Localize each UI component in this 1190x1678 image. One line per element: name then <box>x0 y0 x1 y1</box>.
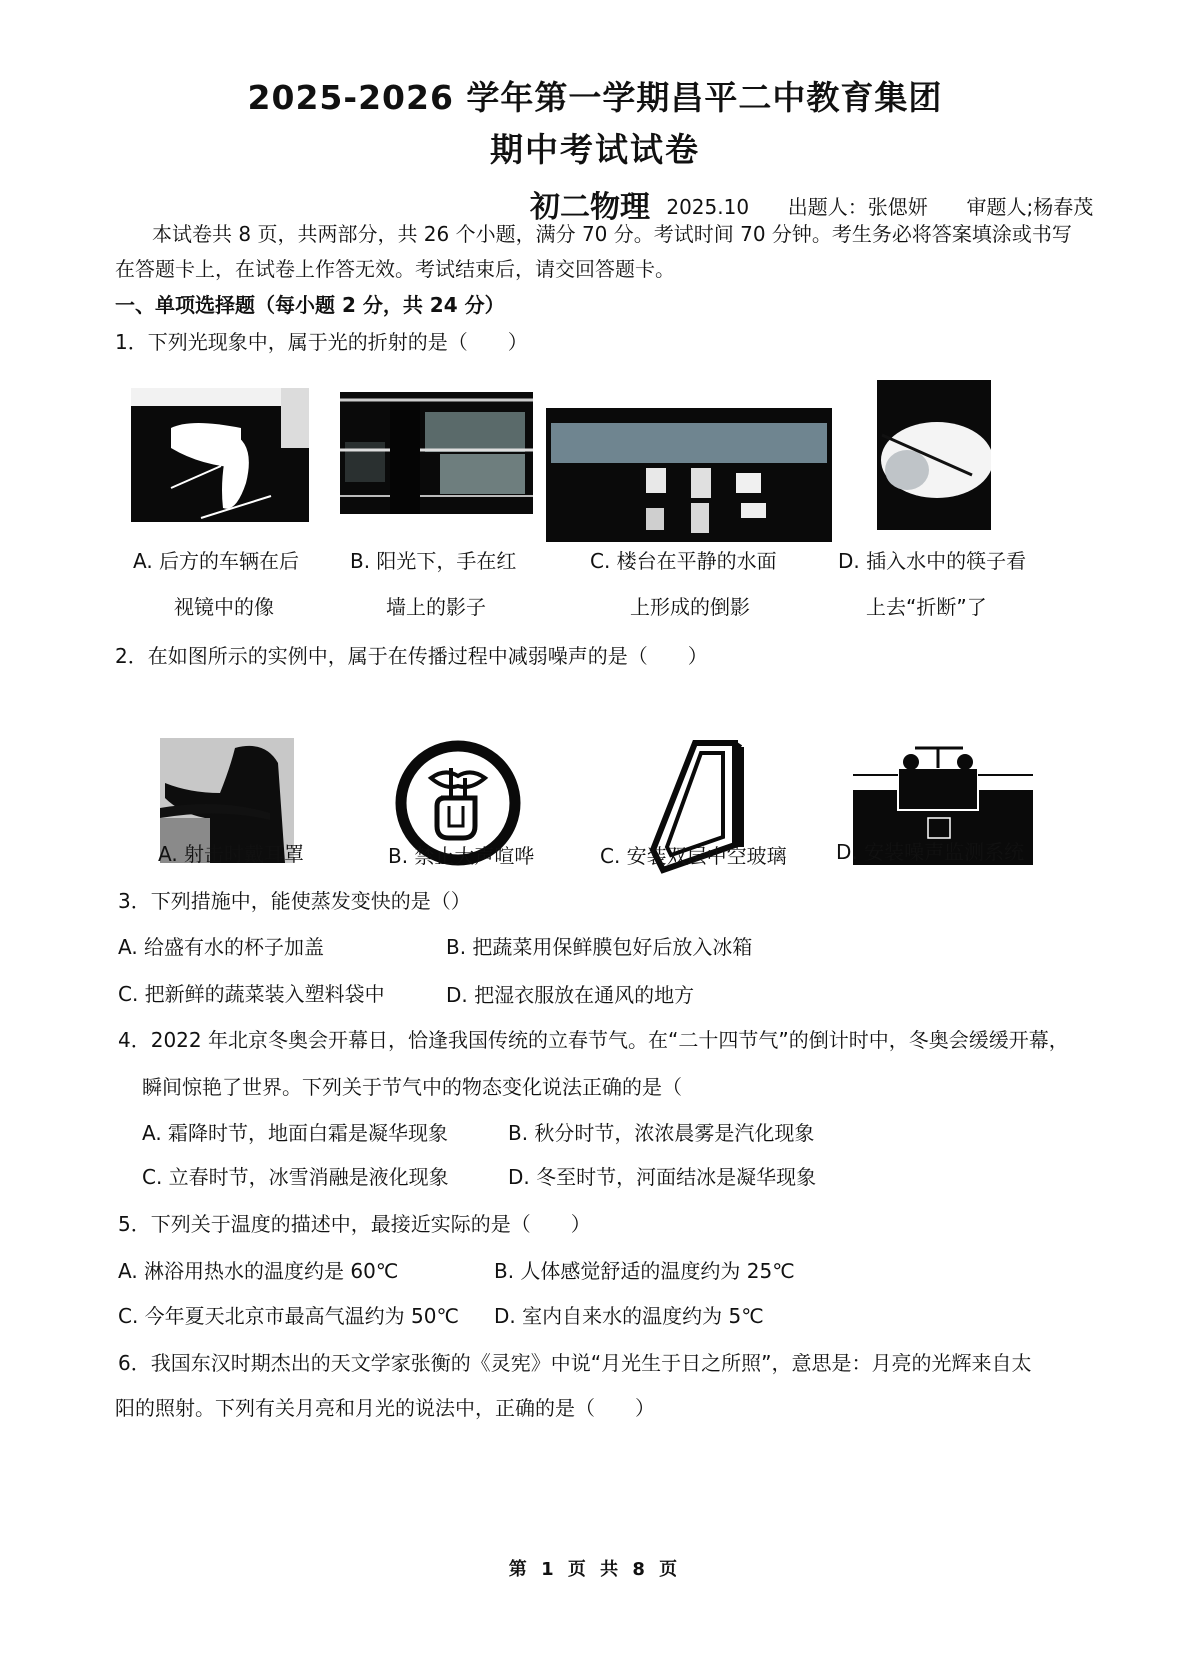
chopstick-in-water-photo <box>877 380 991 530</box>
q1-option-d-line2: 上去“折断”了 <box>866 595 987 619</box>
q3-option-b: B. 把蔬菜用保鲜膜包好后放入冰箱 <box>446 935 753 959</box>
q2-option-d: D. 安装噪声监测系统 <box>836 840 1025 864</box>
q5-option-d: D. 室内自来水的温度约为 5℃ <box>494 1304 764 1328</box>
question-2-stem: 2．在如图所示的实例中，属于在传播过程中减弱噪声的是（ ） <box>115 644 708 668</box>
reviewer-label: 审题人;杨春茂 <box>966 195 1094 219</box>
question-6-stem-line2: 阳的照射。下列有关月亮和月光的说法中，正确的是（ ） <box>115 1396 655 1420</box>
q2-option-b: B. 禁止大声喧哗 <box>388 844 535 868</box>
page-number: 第 1 页 共 8 页 <box>508 1559 682 1580</box>
q1-option-c-line2: 上形成的倒影 <box>630 595 750 619</box>
q5-option-b: B. 人体感觉舒适的温度约为 25℃ <box>494 1259 795 1283</box>
q2-option-a: A. 射击时戴耳罩 <box>158 842 305 866</box>
q5-option-c: C. 今年夏天北京市最高气温约为 50℃ <box>118 1304 459 1328</box>
q2-option-c: C. 安装双层中空玻璃 <box>600 844 787 868</box>
q1-option-a-line1: A. 后方的车辆在后 <box>133 549 300 573</box>
author-label: 出题人：张偲妍 <box>787 195 928 219</box>
q5-option-a: A. 淋浴用热水的温度约是 60℃ <box>118 1259 399 1283</box>
instructions-line2: 在答题卡上，在试卷上作答无效。考试结束后，请交回答题卡。 <box>115 257 675 281</box>
q1-option-b-line1: B. 阳光下，手在红 <box>350 549 517 573</box>
question-4-stem-line1: 4．2022 年北京冬奥会开幕日，恰逢我国传统的立春节气。在“二十四节气”的倒计时中，冬奥会缓缓开幕， <box>118 1028 1069 1052</box>
subject-label: 初二物理 <box>530 190 650 225</box>
q1-option-d-line1: D. 插入水中的筷子看 <box>838 549 1027 573</box>
q1-option-a-line2: 视镜中的像 <box>174 595 274 619</box>
question-6-stem-line1: 6．我国东汉时期杰出的天文学家张衡的《灵宪》中说“月光生于日之所照”，意思是：月亮的光辉来自太 <box>118 1351 1032 1375</box>
q4-option-c: C. 立春时节，冰雪消融是液化现象 <box>142 1165 449 1189</box>
q4-option-d: D. 冬至时节，河面结冰是凝华现象 <box>508 1165 817 1189</box>
instructions-line1: 本试卷共 8 页，共两部分，共 26 个小题，满分 70 分。考试时间 70 分钟。考生务必将答案填涂或书写 <box>152 222 1072 246</box>
q3-option-a: A. 给盛有水的杯子加盖 <box>118 935 325 959</box>
building-reflection-photo <box>546 408 832 542</box>
exam-title-line1: 2025-2026 学年第一学期昌平二中教育集团 <box>247 78 943 117</box>
q4-option-b: B. 秋分时节，浓浓晨雾是汽化现象 <box>508 1121 815 1145</box>
q4-option-a: A. 霜降时节，地面白霜是凝华现象 <box>142 1121 449 1145</box>
hand-shadow-on-wall-photo <box>340 392 533 514</box>
question-5-stem: 5．下列关于温度的描述中，最接近实际的是（ ） <box>118 1212 591 1236</box>
exam-date: 2025.10 <box>666 195 750 219</box>
section-heading: 一、单项选择题（每小题 2 分，共 24 分） <box>115 293 505 317</box>
exam-title-line2: 期中考试试卷 <box>490 130 700 169</box>
question-3-stem: 3．下列措施中，能使蒸发变快的是（） <box>118 889 471 913</box>
q3-option-d: D. 把湿衣服放在通风的地方 <box>446 983 695 1007</box>
question-1-stem: 1．下列光现象中，属于光的折射的是（ ） <box>115 330 528 354</box>
q3-option-c: C. 把新鲜的蔬菜装入塑料袋中 <box>118 982 385 1006</box>
q1-option-b-line2: 墙上的影子 <box>386 595 486 619</box>
car-rearview-mirror-photo <box>131 388 309 522</box>
question-4-stem-line2: 瞬间惊艳了世界。下列关于节气中的物态变化说法正确的是（ <box>142 1075 682 1099</box>
q1-option-c-line1: C. 楼台在平静的水面 <box>590 549 777 573</box>
